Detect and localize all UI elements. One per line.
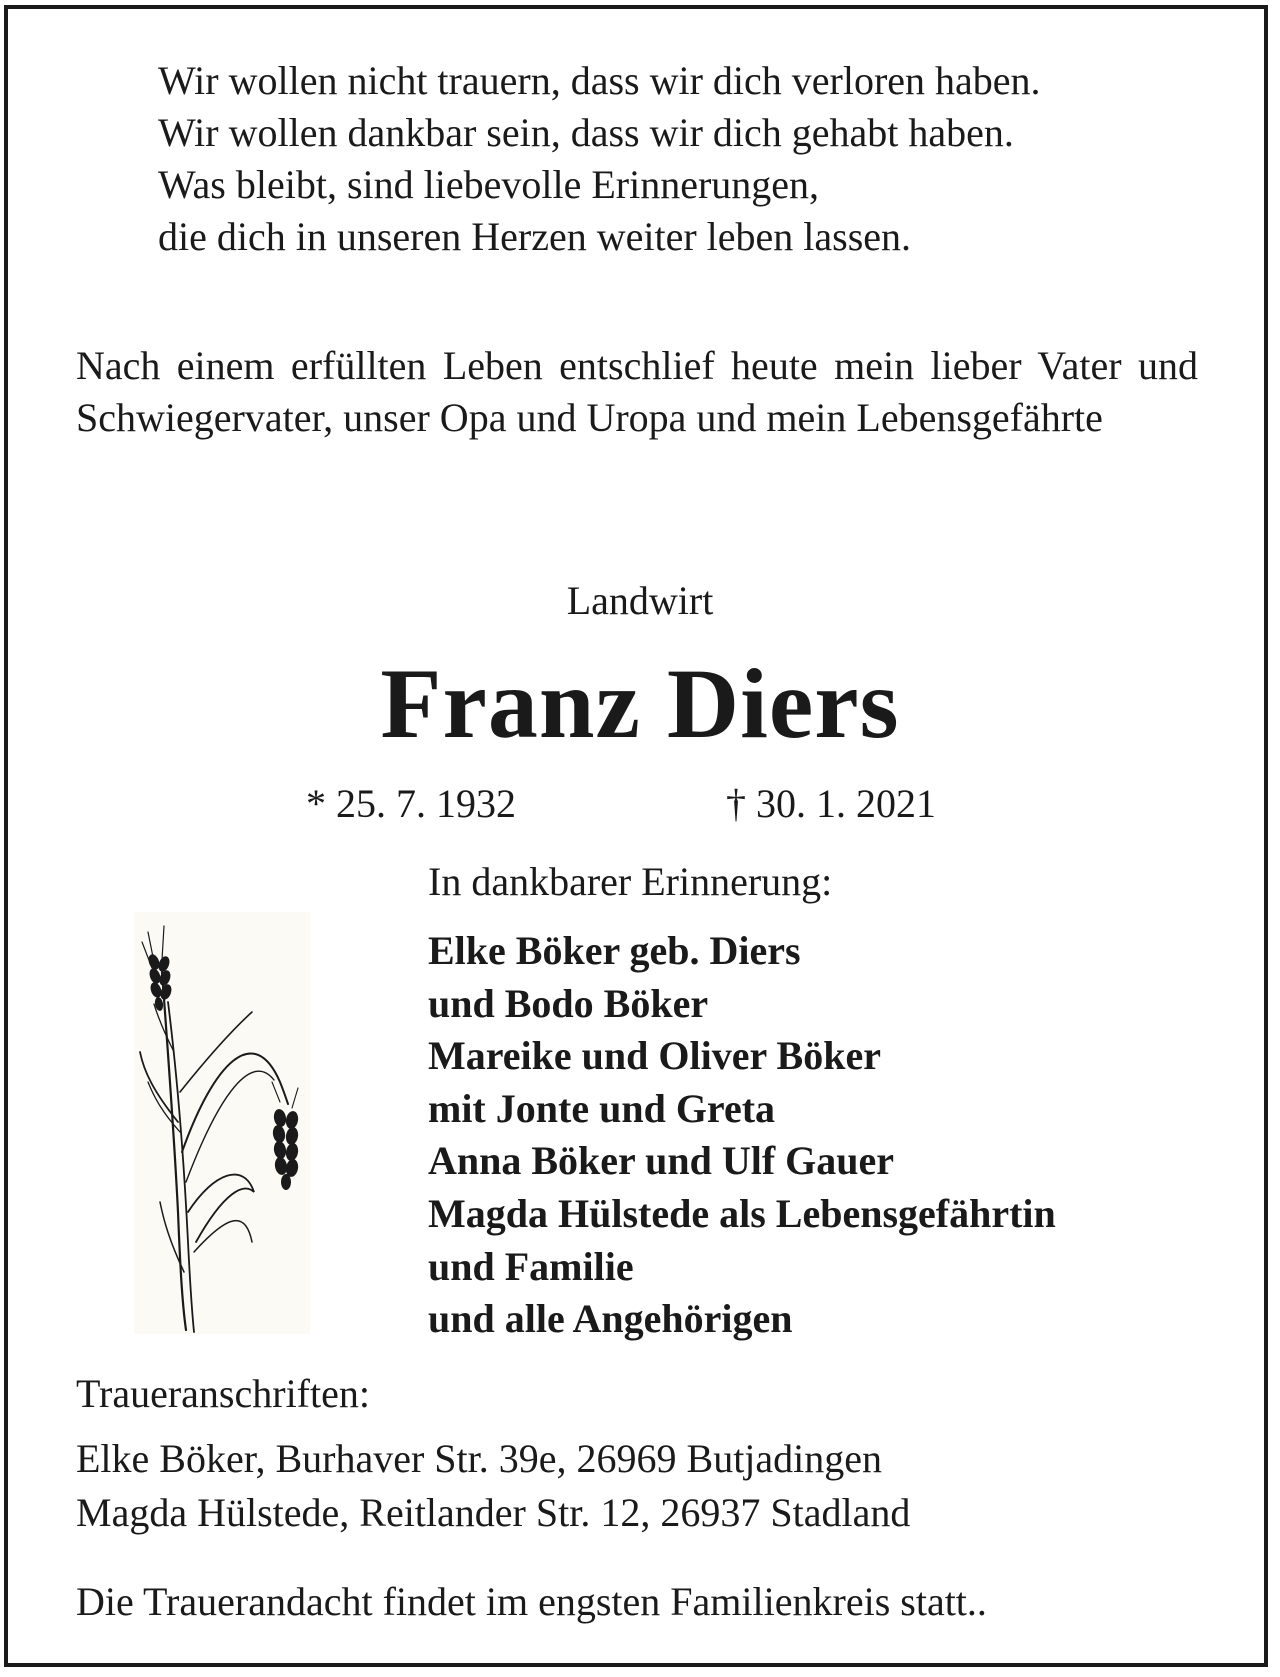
poem-line: Wir wollen nicht trauern, dass wir dich verloren haben.	[158, 58, 1041, 103]
death-date: † 30. 1. 2021	[726, 781, 936, 826]
address-line: Elke Böker, Burhaver Str. 39e, 26969 Butjadingen	[76, 1436, 883, 1481]
address-line: Magda Hülstede, Reitlander Str. 12, 26937 Stadland	[76, 1490, 911, 1535]
family-member: Mareike und Oliver Böker	[428, 1033, 881, 1079]
addresses-label: Traueranschriften:	[76, 1371, 370, 1416]
profession: Landwirt	[566, 578, 714, 623]
family-member: und Bodo Böker	[428, 980, 709, 1026]
wheat-icon	[134, 912, 310, 1334]
poem	[158, 55, 1041, 263]
family-member: Anna Böker und Ulf Gauer	[428, 1138, 895, 1184]
family-member: und alle Angehörigen	[428, 1296, 793, 1342]
poem-line: Wir wollen dankbar sein, dass wir dich gehabt haben.	[158, 110, 1014, 155]
address-list	[76, 1432, 910, 1540]
service-note: Die Trauerandacht findet im engsten Familienkreis statt..	[76, 1579, 987, 1624]
family-member: mit Jonte und Greta	[428, 1085, 776, 1131]
family-list	[428, 925, 1056, 1346]
birth-date: * 25. 7. 1932	[306, 781, 516, 826]
intro-text: Nach einem erfüllten Leben entschlief heute mein lieber Vater und Schwiegervater, unser Opa und Uropa und mein Lebensgefährte	[76, 343, 1198, 440]
family-member: Magda Hülstede als Lebensgefährtin	[428, 1190, 1056, 1236]
family-member: und Familie	[428, 1243, 634, 1289]
memory-line: In dankbarer Erinnerung:	[428, 859, 833, 904]
deceased-name: Franz Diers	[380, 648, 900, 759]
poem-line: die dich in unseren Herzen weiter leben lassen.	[158, 214, 912, 259]
family-member: Elke Böker geb. Diers	[428, 928, 801, 973]
poem-line: Was bleibt, sind liebevolle Erinnerungen,	[158, 162, 820, 207]
